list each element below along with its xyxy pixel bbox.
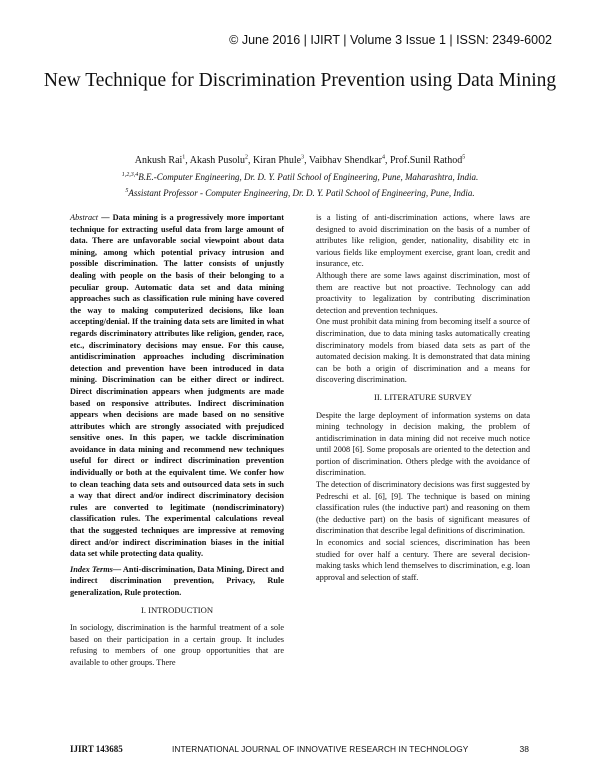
- body-paragraph: The detection of discriminatory decisions was first suggested by Pedreschi et al. [6], [9]. The technique is based on mining classification rules (the inductive part) and reasoning on them (the deductive part) on the basis of significant measures of discrimination that describe legal definitions of discrimination.: [316, 480, 530, 536]
- abstract-text: — Data mining is a progressively more important technique for extracting useful data from large amount of data. There are unfavorable social viewpoint about data mining, among which potential privacy intrusion and possible discrimination. The latter consists of unjustly dealing with people on the basis of their belonging to a peculiar group. Automatic data set and data mining approaches such as classification rule mining have covered the way to making computerized decisions, like loan accepting/denial. If the training data sets are limited in what regards discriminatory attributes like religion, gender, race, etc., discriminatory decisions may ensue. For this cause, antidiscrimination approaches including discrimination detection and prevention have been introduced in data mining. Discrimination can be either direct or indirect. Direct discrimination appears when judgments are made based on responsive attributes. Indirect discrimination appears when decisions are made based on no sensitive attributes which are strongly associated with prejudiced sensitive ones. In this paper, we tackle discrimination avoidance in data mining and recommend new techniques useful for direct or indirect discrimination prevention individually or both at the equivalent time. We confer how to clean teaching data sets and outsourced data sets in such a way that direct and/or indirect discriminatory decision rules are converted to legitimate (nondiscriminatory) classification rules. The experimental calculations reveal that the suggested techniques are impressive at removing direct and/or indirect discrimination biases in the initial data set while protecting data quality.: [70, 213, 284, 559]
- index-terms-label: Index Terms: [70, 564, 113, 574]
- affiliation-index: 1,2,3,4: [121, 172, 139, 178]
- paper-title: New Technique for Discrimination Prevention using Data Mining: [43, 70, 557, 91]
- right-column: [316, 212, 530, 583]
- author-name: Vaibhav Shendkar: [308, 155, 382, 166]
- intro-paragraph: In sociology, discrimination is the harmful treatment of a sole based on their participation in a certain group. It includes refusing to members of one group opportunities that are available to other groups. There: [70, 623, 284, 667]
- section-heading-literature-survey: II. LITERATURE SURVEY: [374, 391, 472, 402]
- author-name: Ankush Rai: [134, 155, 183, 166]
- body-paragraph: is a listing of anti-discrimination actions, where laws are designed to avoid discrimination on the basis of a number of attributes like religion, gender, nationality, disability etc in various fields like employment exercise, grant loan, credit and insurance, etc.: [316, 213, 530, 269]
- affiliation-text: B.E.-Computer Engineering, Dr. D. Y. Patil School of Engineering, Pune, Maharashtra, India.: [138, 172, 479, 182]
- author-index: 2: [245, 154, 249, 161]
- section-heading-introduction: I. INTRODUCTION: [140, 604, 214, 615]
- body-paragraph: One must prohibit data mining from becoming itself a source of discrimination, due to data mining tasks automatically creating discriminatory models from biased data sets as part of the automated decision making. It is demonstrated that data mining can be both a origin of discrimination and a means for discovering discrimination.: [316, 317, 530, 385]
- author-list: Ankush Rai$^1$, Akash Pusolu$^2$, Kiran Phule$^3$, Vaibhav Shendkar$^4$, Prof.Sunil Rathod$^5$: [134, 154, 466, 166]
- author-index: 3: [301, 154, 305, 161]
- author-name: Prof.Sunil Rathod: [389, 155, 463, 166]
- index-terms-text: — Anti-discrimination, Data Mining, Direct and indirect discrimination prevention, Privacy, Rule generalization, Rule protection.: [70, 564, 284, 597]
- author-name: Kiran Phule: [253, 155, 302, 166]
- left-column: [70, 212, 284, 669]
- affiliation-text: Assistant Professor - Computer Engineering, Dr. D. Y. Patil School of Engineering, Pune, India.: [128, 188, 475, 198]
- author-index: 1: [182, 154, 186, 161]
- affiliation-students: [40, 172, 560, 182]
- index-terms: [70, 564, 284, 599]
- body-paragraph: In economics and social sciences, discrimination has been studied for over half a century. There are several decision-making tasks which lend themselves to discrimination, e.g. loan approval and selection of staff.: [316, 538, 530, 582]
- footer-article-id: IJIRT 143685: [70, 744, 123, 754]
- author-index: 4: [381, 154, 385, 161]
- author-index: 5: [462, 154, 466, 161]
- footer-journal-name: INTERNATIONAL JOURNAL OF INNOVATIVE RESEARCH IN TECHNOLOGY: [172, 744, 469, 754]
- body-paragraph: Although there are some laws against discrimination, most of them are reactive but not proactive. Technology can add proactivity to legalization by contributing discrimination detection and prevention techniques.: [316, 270, 530, 315]
- footer-page-number: 38: [519, 744, 529, 754]
- body-paragraph: Despite the large deployment of information systems on data mining technology in decision making, the problem of antidiscrimination in data mining did not receive much notice until 2008 [6]. Some proposals are oriented to the detection and portion of discrimination. Others pledge with the avoidance of discrimination.: [316, 410, 530, 478]
- abstract-label: Abstract: [70, 213, 99, 222]
- author-name: Akash Pusolu: [189, 155, 246, 166]
- abstract: [70, 212, 284, 560]
- journal-citation-header: © June 2016 | IJIRT | Volume 3 Issue 1 | ISSN: 2349-6002: [229, 33, 552, 47]
- affiliation-professor: [40, 188, 560, 198]
- affiliation-index: 5: [125, 188, 129, 194]
